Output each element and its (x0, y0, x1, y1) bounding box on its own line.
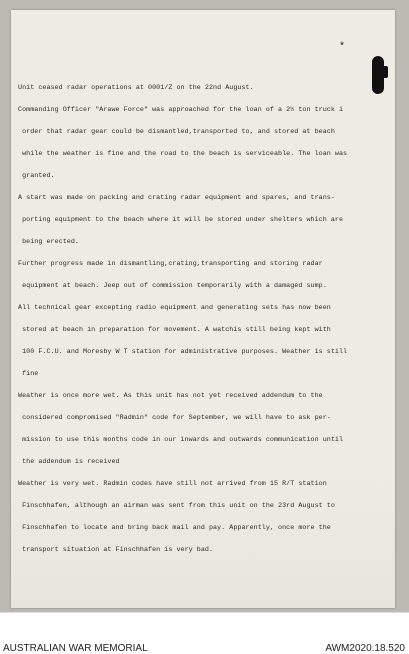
text-line: Unit ceased radar operations at 0001/Z on the 22nd August. (18, 83, 254, 92)
text-line: fine (18, 370, 39, 379)
text-line: All technical gear excepting radio equipment and generating sets has now been (18, 304, 331, 312)
text-line: stored at beach in preparation for movement. A watchis still being kept with (18, 326, 331, 335)
text-line: Weather is very wet. Radmin codes have still not arrived from 15 R/T station (18, 480, 327, 489)
text-line: while the weather is fine and the road to the beach is serviceable. The loan was (18, 149, 348, 158)
text-line: the addendum is received (18, 458, 120, 467)
text-line: Commanding Officer "Arawe Force" was approached for the loan of a 2½ ton truck i (18, 105, 344, 114)
text-line: Finschhafen to locate and bring back mail and pay. Apparently, once more the (18, 524, 331, 533)
footer-bar (0, 612, 409, 654)
footer-credit: AUSTRALIAN WAR MEMORIAL (3, 643, 148, 654)
text-line: Finschhafen, although an airman was sent from this unit on the 23rd August to (18, 502, 335, 511)
text-line: porting equipment to the beach where it will be stored under shelters which are (18, 215, 344, 224)
footer-accession-number: AWM2020.18.520 (325, 643, 405, 654)
text-line: equipment at beach. Jeep out of commission temporarily with a damaged sump. (18, 281, 327, 290)
text-line: granted. (18, 171, 55, 180)
text-line: Weather is once more wet. As this unit has not yet received addendum to the (18, 392, 323, 401)
typed-text (18, 70, 388, 562)
pencil-mark: * (339, 42, 346, 53)
text-line: being erected. (18, 237, 79, 246)
text-line: transport situation at Finschhafen is very bad. (18, 546, 214, 555)
text-line: Further progress made in dismantling,crating,transporting and storing radar (18, 259, 323, 268)
text-line: order that radar gear could be dismantled,transported to, and stored at beach (18, 127, 335, 136)
text-line: considered compromised "Radmin" code for September, we will have to ask per- (18, 414, 331, 423)
text-line: 100 F.C.U. and Moresby W T station for administrative purposes. Weather is still (18, 348, 348, 357)
text-line: mission to use this months code in our inwards and outwards communication until (18, 436, 344, 445)
text-line: A start was made on packing and crating radar equipment and spares, and trans- (18, 193, 335, 202)
